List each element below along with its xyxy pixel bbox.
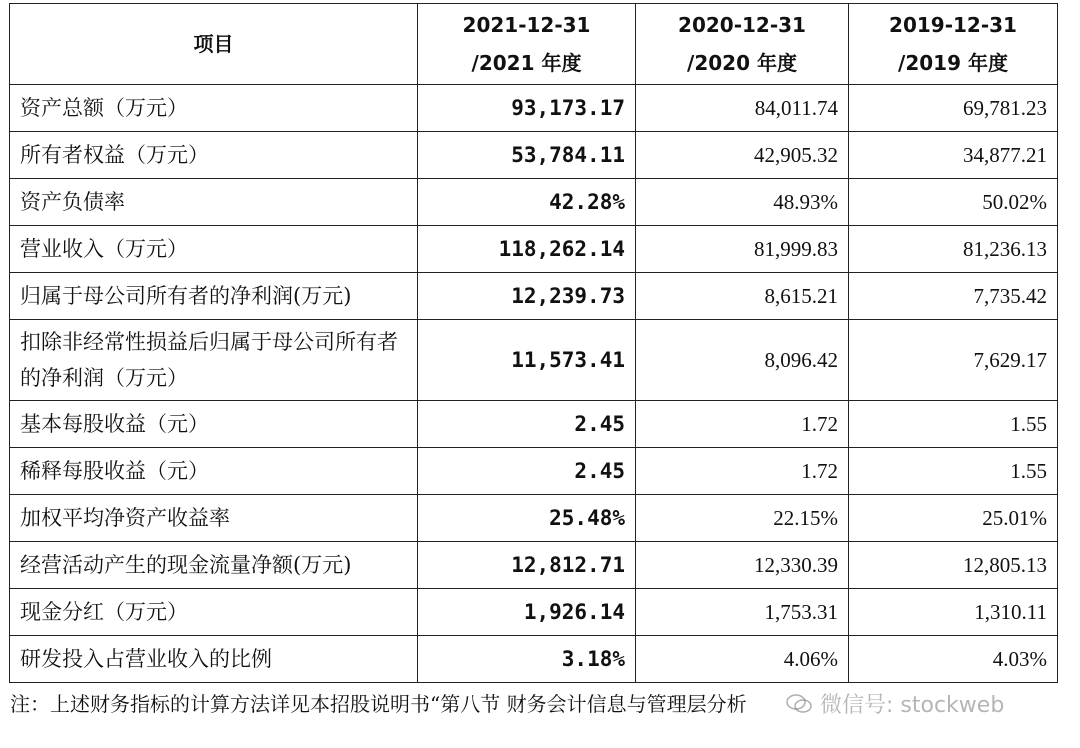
value-2021: 11,573.41 [418,320,636,401]
header-item: 项目 [10,4,418,85]
row-label: 营业收入（万元） [10,226,418,273]
header-2021-date: 2021-12-31 [462,13,591,37]
header-2020-date: 2020-12-31 [678,13,806,37]
value-2020: 4.06% [636,636,849,683]
value-2021: 93,173.17 [418,85,636,132]
table-header-row [10,4,1058,85]
watermark-text: 微信号: stockweb [820,693,1005,718]
value-2020: 22.15% [636,495,849,542]
value-2021: 25.48% [418,495,636,542]
table-row [10,273,1058,320]
table-row [10,85,1058,132]
value-2020: 1,753.31 [636,589,849,636]
value-2021: 1,926.14 [418,589,636,636]
value-2019: 1.55 [849,401,1058,448]
row-label: 归属于母公司所有者的净利润(万元) [10,273,418,320]
table-row [10,542,1058,589]
value-2019: 34,877.21 [849,132,1058,179]
value-2020: 12,330.39 [636,542,849,589]
table-row [10,495,1058,542]
row-label: 经营活动产生的现金流量净额(万元) [10,542,418,589]
footnote: 注：上述财务指标的计算方法详见本招股说明书“第八节 财务会计信息与管理层分析 [10,692,747,716]
watermark [785,688,1004,719]
value-2021: 12,812.71 [418,542,636,589]
value-2020: 42,905.32 [636,132,849,179]
value-2020: 8,615.21 [636,273,849,320]
table-row [10,636,1058,683]
value-2019: 7,629.17 [849,320,1058,401]
table-row [10,448,1058,495]
header-2019-date: 2019-12-31 [889,13,1017,37]
row-label: 所有者权益（万元） [10,132,418,179]
value-2021: 53,784.11 [418,132,636,179]
financial-indicators-table [9,3,1058,683]
header-2021 [418,4,636,85]
value-2020: 1.72 [636,401,849,448]
value-2021: 2.45 [418,401,636,448]
table-row [10,320,1058,401]
table-row [10,401,1058,448]
row-label: 基本每股收益（元） [10,401,418,448]
table-row [10,226,1058,273]
header-2020 [636,4,849,85]
value-2020: 48.93% [636,179,849,226]
row-label: 加权平均净资产收益率 [10,495,418,542]
header-2019-year: /2019 年度 [898,51,1008,75]
value-2019: 1,310.11 [849,589,1058,636]
value-2020: 81,999.83 [636,226,849,273]
value-2019: 7,735.42 [849,273,1058,320]
value-2020: 8,096.42 [636,320,849,401]
value-2019: 1.55 [849,448,1058,495]
row-label: 资产总额（万元） [10,85,418,132]
table-row [10,132,1058,179]
header-2021-year: /2021 年度 [471,51,582,75]
row-label: 稀释每股收益（元） [10,448,418,495]
table-row [10,589,1058,636]
value-2021: 118,262.14 [418,226,636,273]
value-2021: 12,239.73 [418,273,636,320]
value-2019: 50.02% [849,179,1058,226]
row-label: 扣除非经常性损益后归属于母公司所有者的净利润（万元） [10,320,418,401]
header-2020-year: /2020 年度 [687,51,797,75]
table-row [10,179,1058,226]
value-2019: 69,781.23 [849,85,1058,132]
value-2021: 42.28% [418,179,636,226]
row-label: 资产负债率 [10,179,418,226]
value-2020: 84,011.74 [636,85,849,132]
header-2019 [849,4,1058,85]
value-2021: 2.45 [418,448,636,495]
value-2019: 4.03% [849,636,1058,683]
row-label: 现金分红（万元） [10,589,418,636]
value-2019: 12,805.13 [849,542,1058,589]
row-label: 研发投入占营业收入的比例 [10,636,418,683]
value-2019: 81,236.13 [849,226,1058,273]
value-2020: 1.72 [636,448,849,495]
value-2021: 3.18% [418,636,636,683]
wechat-icon [785,693,813,715]
value-2019: 25.01% [849,495,1058,542]
